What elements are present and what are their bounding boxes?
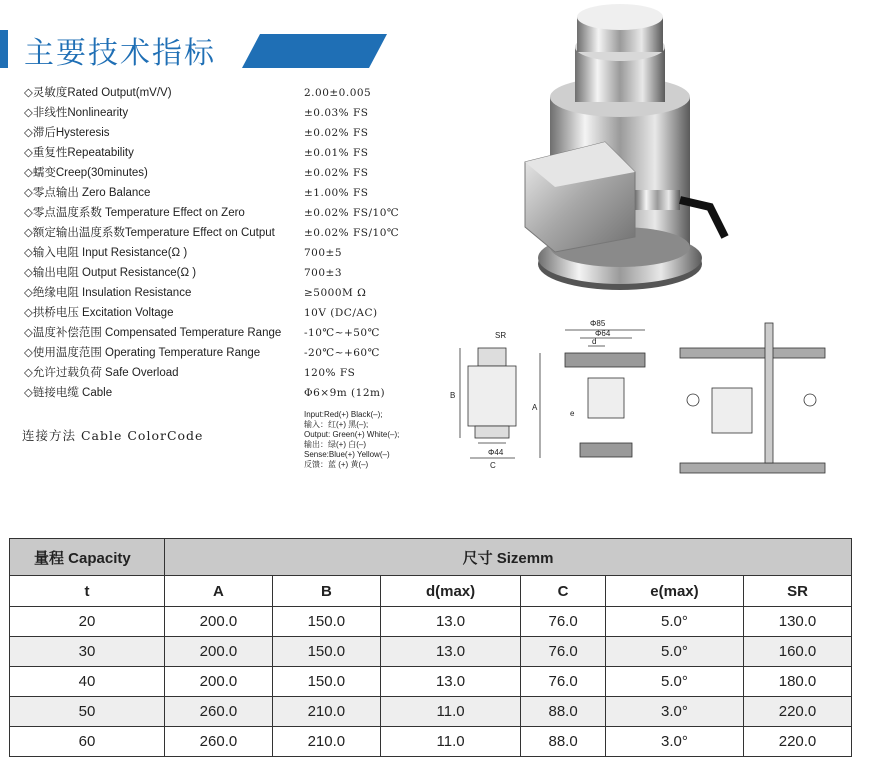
capacity-size-table <box>9 538 852 757</box>
spec-row <box>24 323 424 343</box>
spec-value: -10℃~+50℃ <box>304 327 380 339</box>
cable-color-code-title: 连接方法 Cable ColorCode <box>22 428 204 443</box>
table-cell: 130.0 <box>744 607 852 637</box>
spec-row <box>24 263 424 283</box>
spec-value: ≥5000M Ω <box>304 287 367 299</box>
table-cell: 13.0 <box>380 607 521 637</box>
wire-color-line: 反馈：蓝 (+) 黄(–) <box>304 460 369 469</box>
table-cell: 220.0 <box>744 697 852 727</box>
table-cell: 88.0 <box>521 697 606 727</box>
table-cell: 160.0 <box>744 637 852 667</box>
spec-value: ±0.02% FS <box>304 127 369 139</box>
spec-label: ◇绝缘电阻 Insulation Resistance <box>24 287 192 299</box>
spec-row <box>24 143 424 163</box>
table-cell: 200.0 <box>165 667 273 697</box>
spec-row <box>24 283 424 303</box>
spec-label: ◇滞后Hysteresis <box>24 127 110 139</box>
spec-value: 700±3 <box>304 267 343 279</box>
label-sr: SR <box>495 331 507 340</box>
title-accent-bar <box>0 30 8 68</box>
spec-value: ±1.00% FS <box>304 187 369 199</box>
table-cell: 11.0 <box>380 697 521 727</box>
spec-row <box>24 243 424 263</box>
spec-label: ◇使用温度范围 Operating Temperature Range <box>24 347 261 359</box>
table-cell: 260.0 <box>165 697 273 727</box>
table-cell: 5.0° <box>605 637 743 667</box>
table-cell: 76.0 <box>521 667 606 697</box>
spec-row <box>24 343 424 363</box>
wire-color-line: Input:Red(+) Black(–); <box>304 410 383 419</box>
table-cell: 40 <box>10 667 165 697</box>
column-header: A <box>165 576 273 607</box>
wire-color-line: Output: Green(+) White(–); <box>304 430 400 439</box>
spec-row <box>24 363 424 383</box>
spec-row <box>24 103 424 123</box>
label-phi85: Φ85 <box>590 319 606 328</box>
spec-value: 10V (DC/AC) <box>304 307 378 319</box>
table-cell: 5.0° <box>605 607 743 637</box>
spec-label: ◇温度补偿范围 Compensated Temperature Range <box>24 327 282 339</box>
dimension-drawings <box>440 318 880 478</box>
table-row <box>10 727 852 757</box>
table-cell: 150.0 <box>272 607 380 637</box>
wire-color-line: 输出：绿(+) 白(–) <box>304 440 366 449</box>
table-row <box>10 697 852 727</box>
spec-label: ◇链接电缆 Cable <box>24 387 113 399</box>
spec-label: ◇拱桥电压 Excitation Voltage <box>24 307 174 319</box>
spec-label: ◇零点温度系数 Temperature Effect on Zero <box>24 207 245 219</box>
spec-label: ◇输出电阻 Output Resistance(Ω ) <box>24 267 197 279</box>
spec-row <box>24 183 424 203</box>
label-c: C <box>490 461 496 470</box>
spec-row <box>24 123 424 143</box>
spec-label: ◇非线性Nonlinearity <box>24 107 129 119</box>
spec-value: 700±5 <box>304 247 343 259</box>
wire-color-line: 输入：红(+) 黑(–); <box>304 420 369 429</box>
spec-label: ◇输入电阻 Input Resistance(Ω ) <box>24 247 188 259</box>
spec-row <box>24 383 424 403</box>
table-cell: 76.0 <box>521 637 606 667</box>
table-cell: 220.0 <box>744 727 852 757</box>
table-cell: 88.0 <box>521 727 606 757</box>
column-header: C <box>521 576 606 607</box>
column-header: e(max) <box>605 576 743 607</box>
table-cell: 76.0 <box>521 607 606 637</box>
table-row <box>10 667 852 697</box>
spec-value: ±0.01% FS <box>304 147 369 159</box>
table-cell: 150.0 <box>272 637 380 667</box>
spec-row <box>24 203 424 223</box>
label-e: e <box>570 409 575 418</box>
page-title: 主要技术指标 <box>24 36 216 71</box>
label-b: B <box>450 391 456 400</box>
table-cell: 150.0 <box>272 667 380 697</box>
spec-value: ±0.02% FS/10℃ <box>304 207 400 219</box>
column-header: d(max) <box>380 576 521 607</box>
table-cell: 200.0 <box>165 607 273 637</box>
label-phi64: Φ64 <box>595 329 611 338</box>
table-cell: 260.0 <box>165 727 273 757</box>
table-cell: 20 <box>10 607 165 637</box>
spec-value: 2.00±0.005 <box>304 87 372 99</box>
spec-label: ◇允许过载负荷 Safe Overload <box>24 367 179 379</box>
table-cell: 3.0° <box>605 727 743 757</box>
table-cell: 30 <box>10 637 165 667</box>
spec-row <box>24 223 424 243</box>
capacity-header: 量程 Capacity <box>10 539 165 576</box>
table-cell: 210.0 <box>272 697 380 727</box>
wire-color-list <box>304 410 399 470</box>
label-d: d <box>592 337 597 346</box>
table-cell: 60 <box>10 727 165 757</box>
spec-label: ◇零点输出 Zero Balance <box>24 187 151 199</box>
table-cell: 200.0 <box>165 637 273 667</box>
spec-value: -20℃~+60℃ <box>304 347 380 359</box>
spec-value: 120% FS <box>304 367 356 379</box>
spec-row <box>24 163 424 183</box>
table-cell: 3.0° <box>605 697 743 727</box>
spec-list <box>24 83 424 403</box>
label-phi44: Φ44 <box>488 448 504 457</box>
table-cell: 11.0 <box>380 727 521 757</box>
table-cell: 13.0 <box>380 637 521 667</box>
column-header: t <box>10 576 165 607</box>
table-cell: 13.0 <box>380 667 521 697</box>
size-header: 尺寸 Sizemm <box>165 539 852 576</box>
load-cell-photo <box>505 2 735 302</box>
title-stripe-decoration <box>242 34 387 68</box>
table-cell: 50 <box>10 697 165 727</box>
spec-label: ◇重复性Repeatability <box>24 147 134 159</box>
spec-value: ±0.02% FS <box>304 167 369 179</box>
column-header: B <box>272 576 380 607</box>
table-cell: 210.0 <box>272 727 380 757</box>
table-cell: 5.0° <box>605 667 743 697</box>
spec-row <box>24 303 424 323</box>
spec-row <box>24 83 424 103</box>
spec-label: ◇蠕变Creep(30minutes) <box>24 167 148 179</box>
table-row <box>10 637 852 667</box>
spec-label: ◇额定输出温度系数Temperature Effect on Cutput <box>24 227 275 239</box>
table-row <box>10 607 852 637</box>
label-a: A <box>532 403 538 412</box>
spec-label: ◇灵敏度Rated Output(mV/V) <box>24 87 172 99</box>
table-cell: 180.0 <box>744 667 852 697</box>
spec-value: ±0.03% FS <box>304 107 369 119</box>
column-header: SR <box>744 576 852 607</box>
spec-value: Φ6×9m (12m) <box>304 387 386 399</box>
spec-value: ±0.02% FS/10℃ <box>304 227 400 239</box>
wire-color-line: Sense:Blue(+) Yellow(–) <box>304 450 390 459</box>
